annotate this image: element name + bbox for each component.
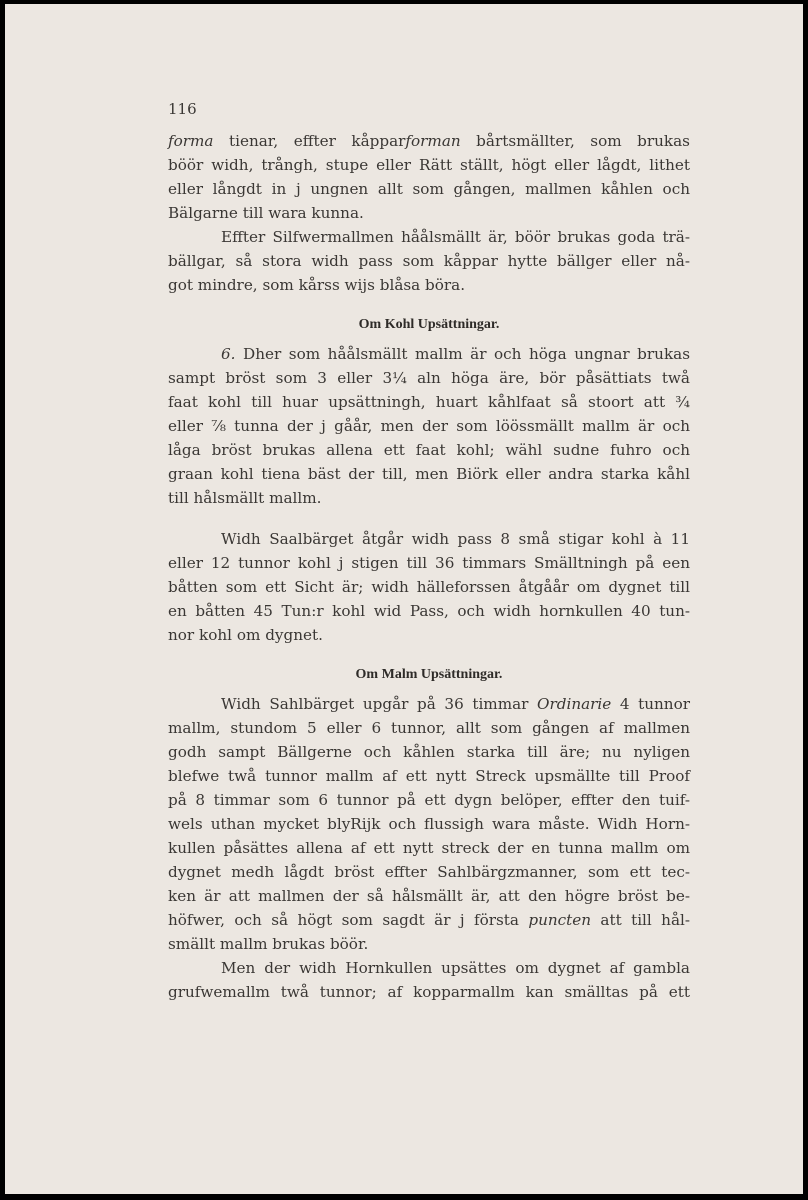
text-line [168, 414, 690, 438]
text-run: eller långdt in j ungnen allt som gången, mallmen kåhlen och [168, 180, 690, 198]
text-run: 4 tunnor [611, 695, 690, 713]
text-run: båtten som ett Sicht är; widh hälleforssen åtgåår om dygnet till [168, 578, 690, 596]
text-line [168, 462, 690, 486]
text-run: blefwe twå tunnor mallm af ett nytt Streck upsmällte till Proof [168, 767, 690, 785]
text-run: en båtten 45 Tun:r kohl wid Pass, och widh hornkullen 40 tun- [168, 602, 690, 620]
text-line [168, 740, 690, 764]
paragraph [168, 956, 690, 1004]
text-run: kullen påsättes allena af ett nytt streck der en tunna mallm om [168, 839, 690, 857]
paragraph-gap [168, 510, 690, 527]
text-run: låga bröst brukas allena ett faat kohl; wähl sudne fuhro och [168, 441, 690, 459]
text-line [168, 225, 690, 249]
section-heading: Om Malm Upsättningar. [355, 667, 503, 682]
text-line [168, 366, 690, 390]
text-line [168, 177, 690, 201]
text-line [168, 129, 690, 153]
text-run: nor kohl om dygnet. [168, 626, 323, 644]
text-line [168, 599, 690, 623]
text-run: tienar, effter kåppar [213, 132, 406, 150]
text-run: på 8 timmar som 6 tunnor på ett dygn belöper, effter den tuif- [168, 791, 690, 809]
italic-text: forma [168, 132, 214, 150]
text-run: Dher som håålsmällt mallm är och höga ungnar brukas [235, 345, 690, 363]
text-line [168, 812, 690, 836]
text-line [168, 788, 690, 812]
text-line [168, 438, 690, 462]
text-line [168, 527, 690, 551]
italic-text: 6. [221, 345, 236, 363]
text-line [168, 201, 690, 225]
paragraph [168, 225, 690, 297]
text-run: höfwer, och så högt som sagdt är j första [168, 911, 529, 929]
italic-text: puncten [528, 911, 592, 929]
text-run: bällgar, så stora widh pass som kåppar hytte bällger eller nå- [168, 252, 690, 270]
text-line [168, 273, 690, 297]
text-line [168, 390, 690, 414]
document-page [5, 4, 803, 1194]
text-run: wels uthan mycket blyRijk och flussigh wara måste. Widh Horn- [168, 815, 690, 833]
text-line [168, 956, 690, 980]
text-line [168, 249, 690, 273]
text-line [168, 860, 690, 884]
text-run: att till hål- [591, 911, 691, 929]
text-run: faat kohl till huar upsättningh, huart kåhlfaat så stoort att ¾ [168, 393, 690, 411]
italic-text: forman [405, 132, 461, 150]
text-run: till hålsmällt mallm. [168, 489, 322, 507]
text-run: Widh Saalbärget åtgår widh pass 8 små stigar kohl à 11 [221, 530, 690, 548]
paragraph [168, 527, 690, 647]
text-run: graan kohl tiena bäst der till, men Biörk eller andra starka kåhl [168, 465, 690, 483]
text-line [168, 342, 690, 366]
text-run: eller 12 tunnor kohl j stigen till 36 timmars Smälltningh på een [168, 554, 690, 572]
text-run: Widh Sahlbärget upgår på 36 timmar [221, 695, 538, 713]
page-number: 116 [168, 100, 197, 118]
paragraph [168, 692, 690, 956]
text-run: böör widh, trångh, stupe eller Rätt ställt, högt eller lågdt, lithet [168, 156, 690, 174]
heading-gap [168, 647, 690, 663]
text-run: sampt bröst som 3 eller 3¼ aln höga äre, bör påsättiats twå [168, 369, 690, 387]
text-line [168, 153, 690, 177]
text-run: dygnet medh lågdt bröst effter Sahlbärgzmanner, som ett tec- [168, 863, 690, 881]
text-line [168, 836, 690, 860]
text-run: Effter Silfwermallmen håålsmällt är, böör brukas goda trä- [221, 228, 690, 246]
text-line [168, 980, 690, 1004]
text-line [168, 623, 690, 647]
text-run: ken är att mallmen der så hålsmällt är, att den högre bröst be- [168, 887, 690, 905]
text-line [168, 575, 690, 599]
text-run: smällt mallm brukas böör. [168, 935, 369, 953]
text-line [168, 932, 690, 956]
text-run: Men der widh Hornkullen upsättes om dygnet af gambla [221, 959, 690, 977]
text-line [168, 764, 690, 788]
text-run: mallm, stundom 5 eller 6 tunnor, allt som gången af mallmen [168, 719, 690, 737]
text-run: godh sampt Bällgerne och kåhlen starka till äre; nu nyligen [168, 743, 690, 761]
text-line [168, 908, 690, 932]
section-heading: Om Kohl Upsättningar. [358, 317, 500, 332]
heading-gap [168, 297, 690, 313]
text-line [168, 692, 690, 716]
text-line [168, 551, 690, 575]
body-text [168, 129, 690, 1004]
text-line [168, 716, 690, 740]
text-line [168, 884, 690, 908]
text-run: got mindre, som kårss wijs blåsa böra. [168, 276, 466, 294]
paragraph [168, 129, 690, 225]
text-run: eller ⅞ tunna der j gåår, men der som löössmällt mallm är och [168, 417, 690, 435]
text-run: grufwemallm twå tunnor; af kopparmallm kan smälltas på ett [168, 983, 690, 1001]
italic-text: Ordinarie [537, 695, 612, 713]
text-line [168, 486, 690, 510]
text-run: Bälgarne till wara kunna. [168, 204, 364, 222]
text-run: bårtsmällter, som brukas [460, 132, 690, 150]
paragraph [168, 342, 690, 510]
